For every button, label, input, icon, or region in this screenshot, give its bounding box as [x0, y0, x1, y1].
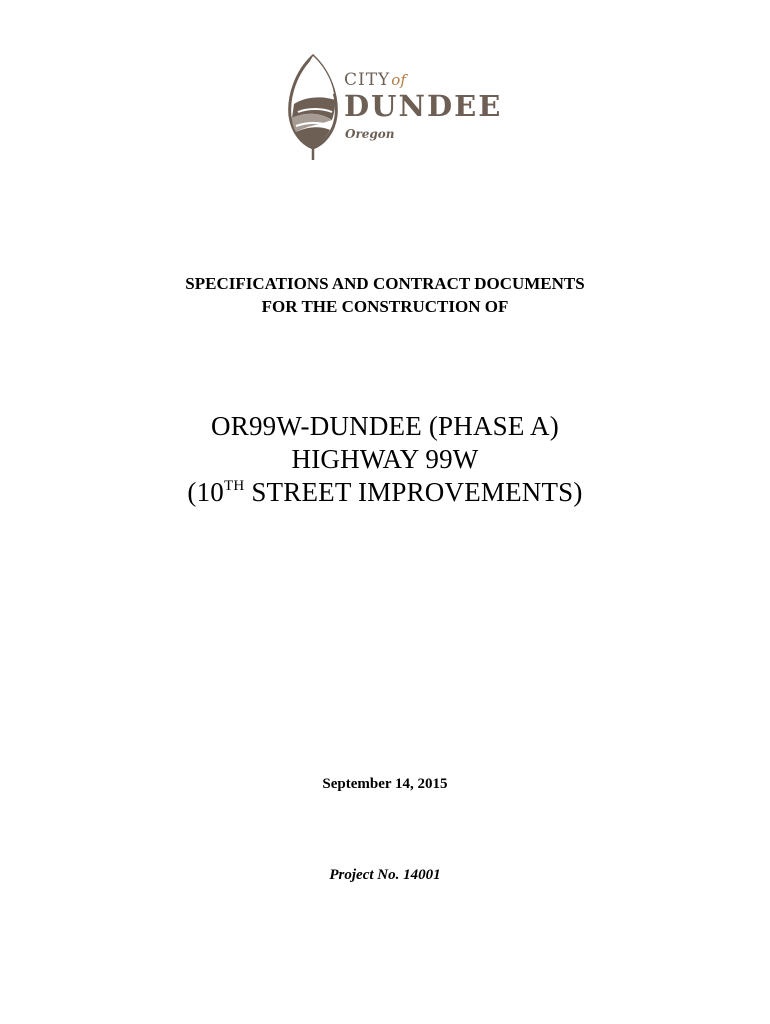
logo-of-text: of	[391, 71, 406, 89]
document-heading	[0, 272, 770, 318]
leaf-icon	[282, 52, 344, 162]
heading-line-1: SPECIFICATIONS AND CONTRACT DOCUMENTS	[185, 274, 585, 293]
project-title-line-2: HIGHWAY 99W	[291, 444, 479, 474]
heading-line-2: FOR THE CONSTRUCTION OF	[261, 297, 509, 316]
project-title-line-3: (10TH STREET IMPROVEMENTS)	[187, 477, 583, 507]
logo-city-text: CITYof	[344, 70, 406, 90]
ordinal-superscript: TH	[223, 478, 245, 494]
project-number: Project No. 14001	[329, 867, 441, 883]
project-title-line-1: OR99W-DUNDEE (PHASE A)	[211, 411, 559, 441]
document-date: September 14, 2015	[322, 776, 448, 792]
logo-city-name: DUNDEE	[344, 89, 503, 123]
project-title	[0, 410, 770, 509]
logo-state: Oregon	[345, 127, 395, 141]
city-logo	[282, 52, 512, 162]
